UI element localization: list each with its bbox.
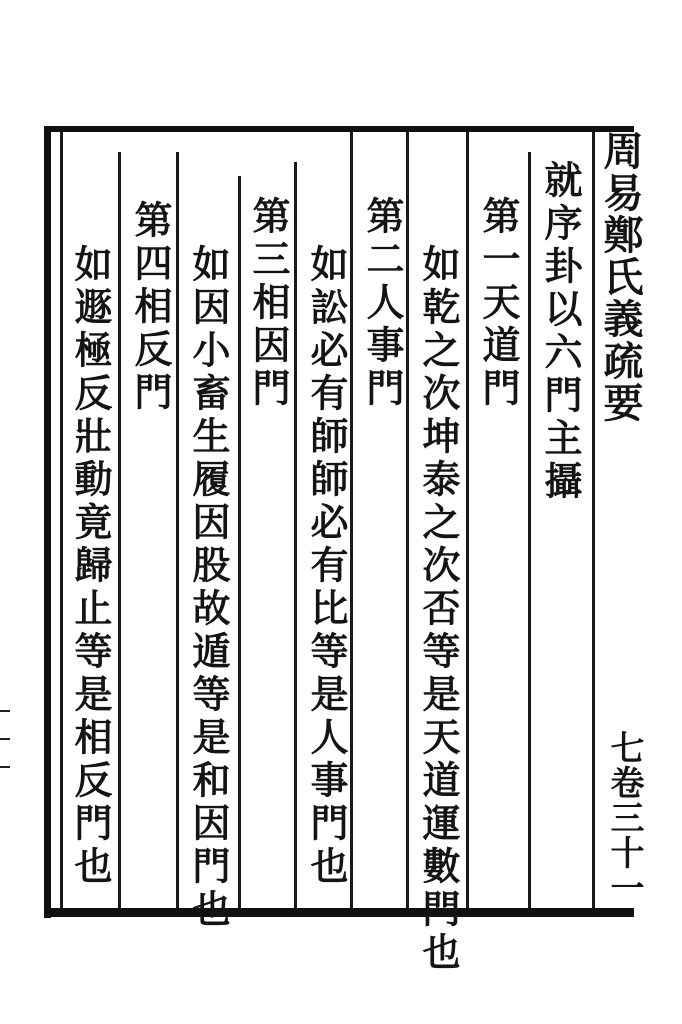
column-rule [592,132,595,908]
text-column-7: 如因小畜生履因股故遁等是和因門也 [186,244,231,932]
edge-mark [0,710,10,712]
text-column-3: 如乾之次坤泰之次否等是天道運數門也 [416,244,461,975]
edge-mark [0,766,10,768]
column-rule [176,152,179,908]
text-column-1: 就序卦以六門主攝 [538,160,583,504]
column-rule [118,152,121,908]
text-column-4: 第二人事門 [360,196,405,411]
text-column-6: 第三相因門 [246,196,291,411]
column-rule [528,152,531,908]
column-rule [466,132,469,908]
text-column-5: 如訟必有師師必有比等是人事門也 [304,244,349,889]
running-title: 周易鄭氏義疏要 [597,130,644,424]
frame-left-border [44,126,51,918]
text-column-8: 第四相反門 [128,200,173,415]
frame-bottom-border [44,908,634,917]
column-rule [294,162,297,908]
frame-top-border [44,126,634,132]
column-rule [60,132,63,908]
column-rule [238,176,241,908]
edge-mark [0,738,10,740]
folio-note: 七卷三十一 [604,730,644,905]
text-column-2: 第一天道門 [476,196,521,411]
column-rule [350,132,353,908]
column-rule [406,132,409,908]
text-column-9: 如遯極反壯動竟歸止等是相反門也 [68,244,113,889]
